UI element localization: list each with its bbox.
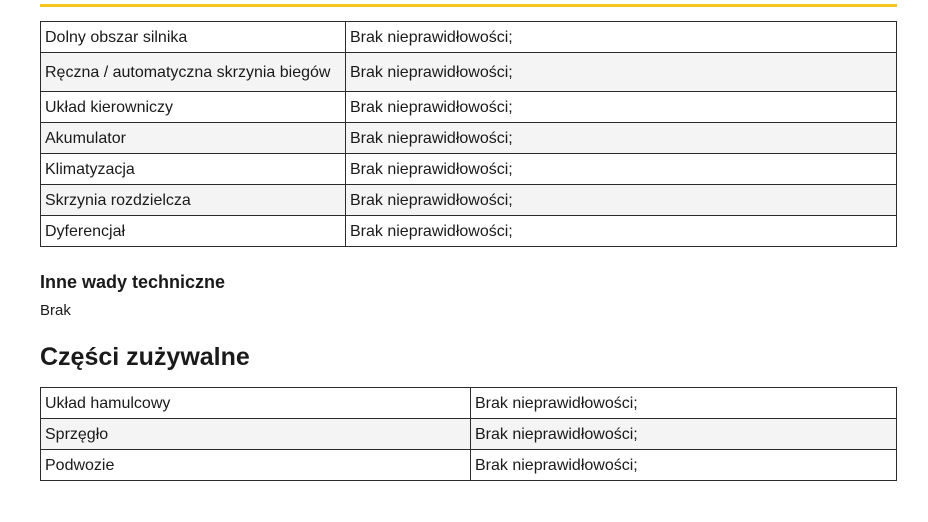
row-label: Dolny obszar silnika [41,22,346,53]
row-value: Brak nieprawidłowości; [346,185,897,216]
table-row [41,123,897,154]
row-label: Skrzynia rozdzielcza [41,185,346,216]
row-label: Podwozie [41,450,471,481]
row-label: Ręczna / automatyczna skrzynia biegów [41,53,346,92]
row-value: Brak nieprawidłowości; [346,53,897,92]
wear-parts-table [40,387,897,481]
row-label: Dyferencjał [41,216,346,247]
row-value: Brak nieprawidłowości; [346,216,897,247]
technical-condition-table [40,21,897,247]
row-label: Klimatyzacja [41,154,346,185]
row-label: Sprzęgło [41,419,471,450]
table-row [41,92,897,123]
table-row [41,154,897,185]
accent-divider [40,4,897,7]
table-row [41,216,897,247]
row-value: Brak nieprawidłowości; [471,388,897,419]
row-value: Brak nieprawidłowości; [346,22,897,53]
row-value: Brak nieprawidłowości; [471,419,897,450]
row-value: Brak nieprawidłowości; [346,92,897,123]
row-label: Układ kierowniczy [41,92,346,123]
other-defects-text: Brak [40,302,71,319]
row-value: Brak nieprawidłowości; [346,123,897,154]
table-row [41,185,897,216]
row-value: Brak nieprawidłowości; [471,450,897,481]
wear-parts-heading: Części zużywalne [40,343,250,371]
row-label: Układ hamulcowy [41,388,471,419]
table-row [41,419,897,450]
other-defects-heading: Inne wady techniczne [40,272,226,292]
table-row [41,450,897,481]
row-label: Akumulator [41,123,346,154]
table-row [41,388,897,419]
table-row [41,53,897,92]
row-value: Brak nieprawidłowości; [346,154,897,185]
table-row [41,22,897,53]
